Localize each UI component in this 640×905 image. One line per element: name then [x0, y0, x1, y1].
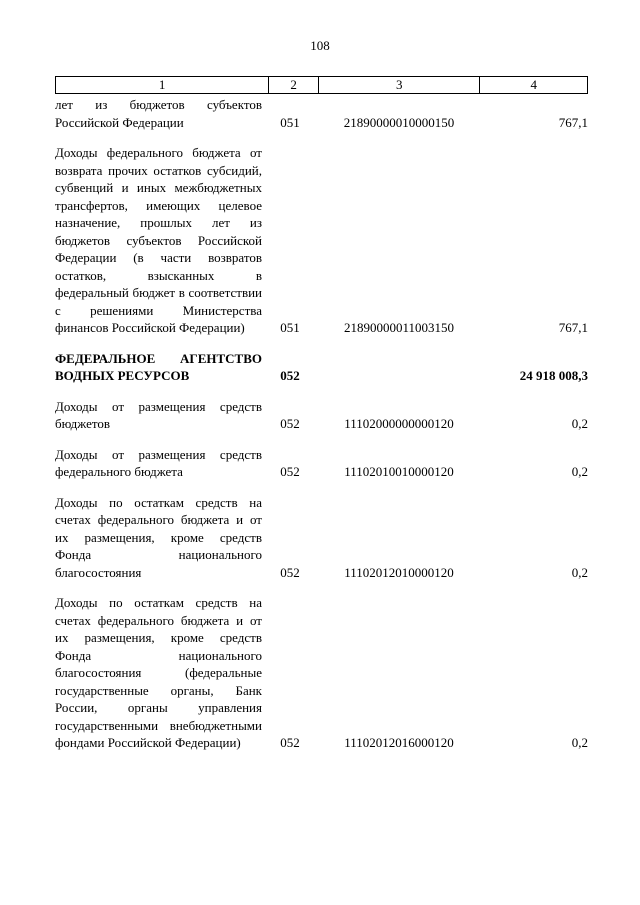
row-code: 052	[280, 564, 300, 580]
row-sum: 0,2	[571, 416, 588, 431]
header-col-2: 2	[268, 77, 318, 93]
row-name: лет из бюджетов субъектов Российской Федерации	[55, 97, 262, 130]
row-kbk: 11102012016000120	[344, 735, 454, 750]
row-sum: 767,1	[558, 114, 588, 130]
header-col-3: 3	[318, 77, 479, 93]
table-row-agency	[55, 350, 588, 385]
revenue-table	[55, 76, 588, 752]
row-code: 052	[280, 464, 300, 479]
row-code: 051	[280, 114, 300, 130]
table-row	[55, 494, 588, 582]
row-kbk: 21890000011003150	[343, 320, 455, 335]
row-kbk: 11102000000000120	[344, 416, 454, 431]
row-sum: 767,1	[558, 320, 588, 335]
row-kbk: 11102012010000120	[344, 564, 454, 580]
page-number: 108	[310, 38, 330, 53]
table-row	[55, 398, 588, 433]
agency-total-sum: 24 918 008,3	[519, 368, 588, 383]
row-name: Доходы от размещения средств бюджетов	[55, 398, 262, 431]
row-code: 052	[280, 416, 300, 431]
table-row	[55, 446, 588, 481]
header-col-1: 1	[158, 77, 166, 92]
row-code: 052	[280, 368, 300, 383]
row-name: Доходы по остаткам средств на счетах федерального бюджета и от их размещения, кроме средств Фонда национального благосостояния (федеральные государственные органы, Банк России, органы управления государственными внебюджетными фондами Российской Федерации)	[55, 595, 262, 750]
table-row	[55, 96, 588, 131]
row-kbk: 11102010010000120	[344, 464, 454, 479]
row-name: Доходы федерального бюджета от возврата прочих остатков субсидий, субвенций и иных межбюджетных трансфертов, имеющих целевое назначение, прошлых лет из бюджетов субъектов Российской Федерации (в части возвратов остатков, взысканных в федеральный бюджет в соответствии с решениями Министерства финансов Российской Федерации)	[55, 145, 262, 335]
table-row	[55, 144, 588, 337]
header-col-4: 4	[479, 77, 587, 93]
row-sum: 0,2	[571, 735, 588, 750]
table-header	[55, 76, 588, 94]
agency-name: ФЕДЕРАЛЬНОЕ АГЕНТСТВО ВОДНЫХ РЕСУРСОВ	[55, 350, 262, 383]
table-row	[55, 594, 588, 752]
row-code: 052	[280, 735, 300, 750]
row-name: Доходы по остаткам средств на счетах федерального бюджета и от их размещения, кроме средств Фонда национального благосостояния	[55, 494, 262, 580]
row-sum: 0,2	[571, 564, 588, 580]
row-kbk: 21890000010000150	[343, 114, 455, 130]
row-code: 051	[280, 320, 300, 335]
row-name: Доходы от размещения средств федерального бюджета	[55, 446, 262, 479]
row-sum: 0,2	[571, 464, 588, 479]
